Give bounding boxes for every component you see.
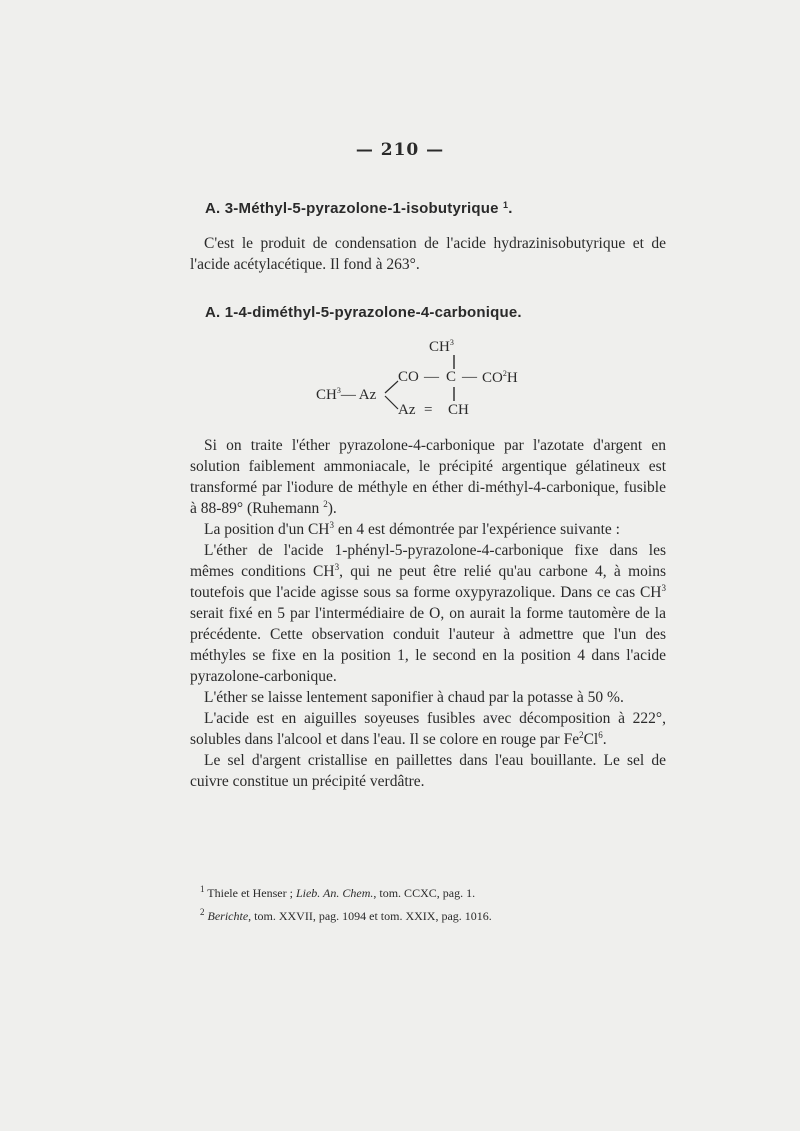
formula-ch3-top-sup: 3 bbox=[449, 338, 454, 347]
body-paragraph-3-sup-2: 3 bbox=[661, 583, 666, 593]
section-heading-1: A. 3-Méthyl-5-pyrazolone-1-isobutyrique $^1$. bbox=[205, 200, 513, 217]
body-paragraph-3-sup-1: 3 bbox=[334, 562, 340, 572]
footnote-2-text-post: , tom. XXVII, pag. 1094 et tom. XXIX, pag. 1016. bbox=[248, 909, 492, 923]
section-heading-2: A. 1-4-diméthyl-5-pyrazolone-4-carbonique. bbox=[205, 304, 522, 321]
formula-left-group-text: CH bbox=[316, 387, 337, 403]
footnote-1-mark: 1 bbox=[200, 884, 205, 894]
formula-equals: = bbox=[424, 402, 433, 418]
body-paragraph-2-text-a: La position d'un CH bbox=[204, 521, 330, 538]
page-number: — 210 — bbox=[355, 140, 445, 160]
formula-dash-2: — bbox=[462, 369, 477, 385]
body-paragraph-1 bbox=[190, 435, 666, 519]
body-paragraph-3 bbox=[190, 540, 666, 687]
formula-co2h-sup: 2 bbox=[502, 369, 507, 378]
footnote-ref-2: 2 bbox=[323, 499, 328, 509]
bond-az-to-az bbox=[385, 396, 398, 409]
body-paragraph-6: Le sel d'argent cristallise en paillettes dans l'eau bouillante. Le sel de cuivre constitue un précipité verdâtre. bbox=[190, 752, 666, 790]
body-paragraph-5-text-c: . bbox=[602, 731, 607, 748]
footnote-2 bbox=[200, 903, 640, 926]
footnote-1-text: Thiele et Henser ; bbox=[207, 886, 296, 900]
footnote-ref-1: 1 bbox=[503, 200, 509, 210]
body-paragraph-5 bbox=[190, 708, 666, 750]
body-paragraph-1-text-a: Si on traite l'éther pyrazolone-4-carbonique par l'azotate d'argent en solution faiblement ammoniacale, le précipité argentique gélatineux est transformé par l'iodure de méthyle en éther di-méthyl-4-carbonique, fusible à 88-89° (Ruhemann bbox=[190, 437, 666, 517]
body-paragraph-5-sup-2: 6 bbox=[598, 730, 603, 740]
body-paragraph-2 bbox=[190, 519, 666, 540]
footnote-2-italic: Berichte bbox=[207, 909, 249, 923]
formula-left-group-sup: 3 bbox=[336, 386, 341, 395]
section-1-paragraph-text: C'est le produit de condensation de l'acide hydrazinisobutyrique et de l'acide acétylacétique. Il fond à 263°. bbox=[190, 235, 666, 273]
body-paragraph-2-sup: 3 bbox=[329, 520, 334, 530]
body-paragraph-3-text-c: serait fixé en 5 par l'intermédiaire de O, on aurait la forme tautomère de la précédente. Cette observation conduit l'auteur à admettre que l'un des méthyles se fixe en la position 1, le second en la position 4 dans l'acide pyrazolone-carbonique. bbox=[190, 605, 666, 685]
formula-co2h-suffix: H bbox=[506, 370, 518, 386]
formula-ch: CH bbox=[448, 402, 469, 418]
formula-dash-1: — bbox=[424, 369, 439, 385]
footnote-1 bbox=[200, 880, 640, 903]
footnote-2-mark: 2 bbox=[200, 907, 205, 917]
bond-az-to-co bbox=[385, 381, 398, 393]
body-paragraph-3-text-a: L'éther de l'acide 1-phényl-5-pyrazolone-4-carbonique fixe dans les mêmes conditions CH bbox=[190, 542, 666, 580]
body-text bbox=[190, 435, 666, 792]
formula-c: C bbox=[446, 369, 457, 385]
formula-ch3-top-text: CH bbox=[429, 339, 450, 355]
formula-co2h-text: CO bbox=[482, 370, 503, 386]
body-paragraph-5-sup-1: 2 bbox=[579, 730, 584, 740]
body-paragraph-2-text-b: en 4 est démontrée par l'expérience suivante : bbox=[334, 521, 620, 538]
footnote-1-italic: Lieb. An. Chem. bbox=[295, 886, 374, 900]
body-paragraph-5-text-b: Cl bbox=[583, 731, 599, 748]
body-paragraph-3-text-b: , qui ne peut être relié qu'au carbone 4, à moins toutefois que l'acide agisse sous sa forme oxypyrazolique. Dans ce cas CH bbox=[190, 563, 666, 601]
footnote-1-text-post: , tom. CCXC, pag. 1. bbox=[373, 886, 476, 900]
formula-co: CO bbox=[398, 369, 419, 385]
section-heading-1-text: A. 3-Méthyl-5-pyrazolone-1-isobutyrique bbox=[205, 200, 499, 217]
body-paragraph-5-text-a: L'acide est en aiguilles soyeuses fusibles avec décomposition à 222°, solubles dans l'alcool et dans l'eau. Il se colore en rouge par Fe bbox=[190, 710, 666, 748]
body-paragraph-4: L'éther se laisse lentement saponifier à chaud par la potasse à 50 %. bbox=[204, 689, 624, 706]
body-paragraph-1-text-b: ). bbox=[327, 500, 337, 517]
footnotes bbox=[200, 880, 640, 926]
formula-left-group-suffix: — Az bbox=[340, 387, 377, 403]
formula-az: Az bbox=[398, 402, 416, 418]
